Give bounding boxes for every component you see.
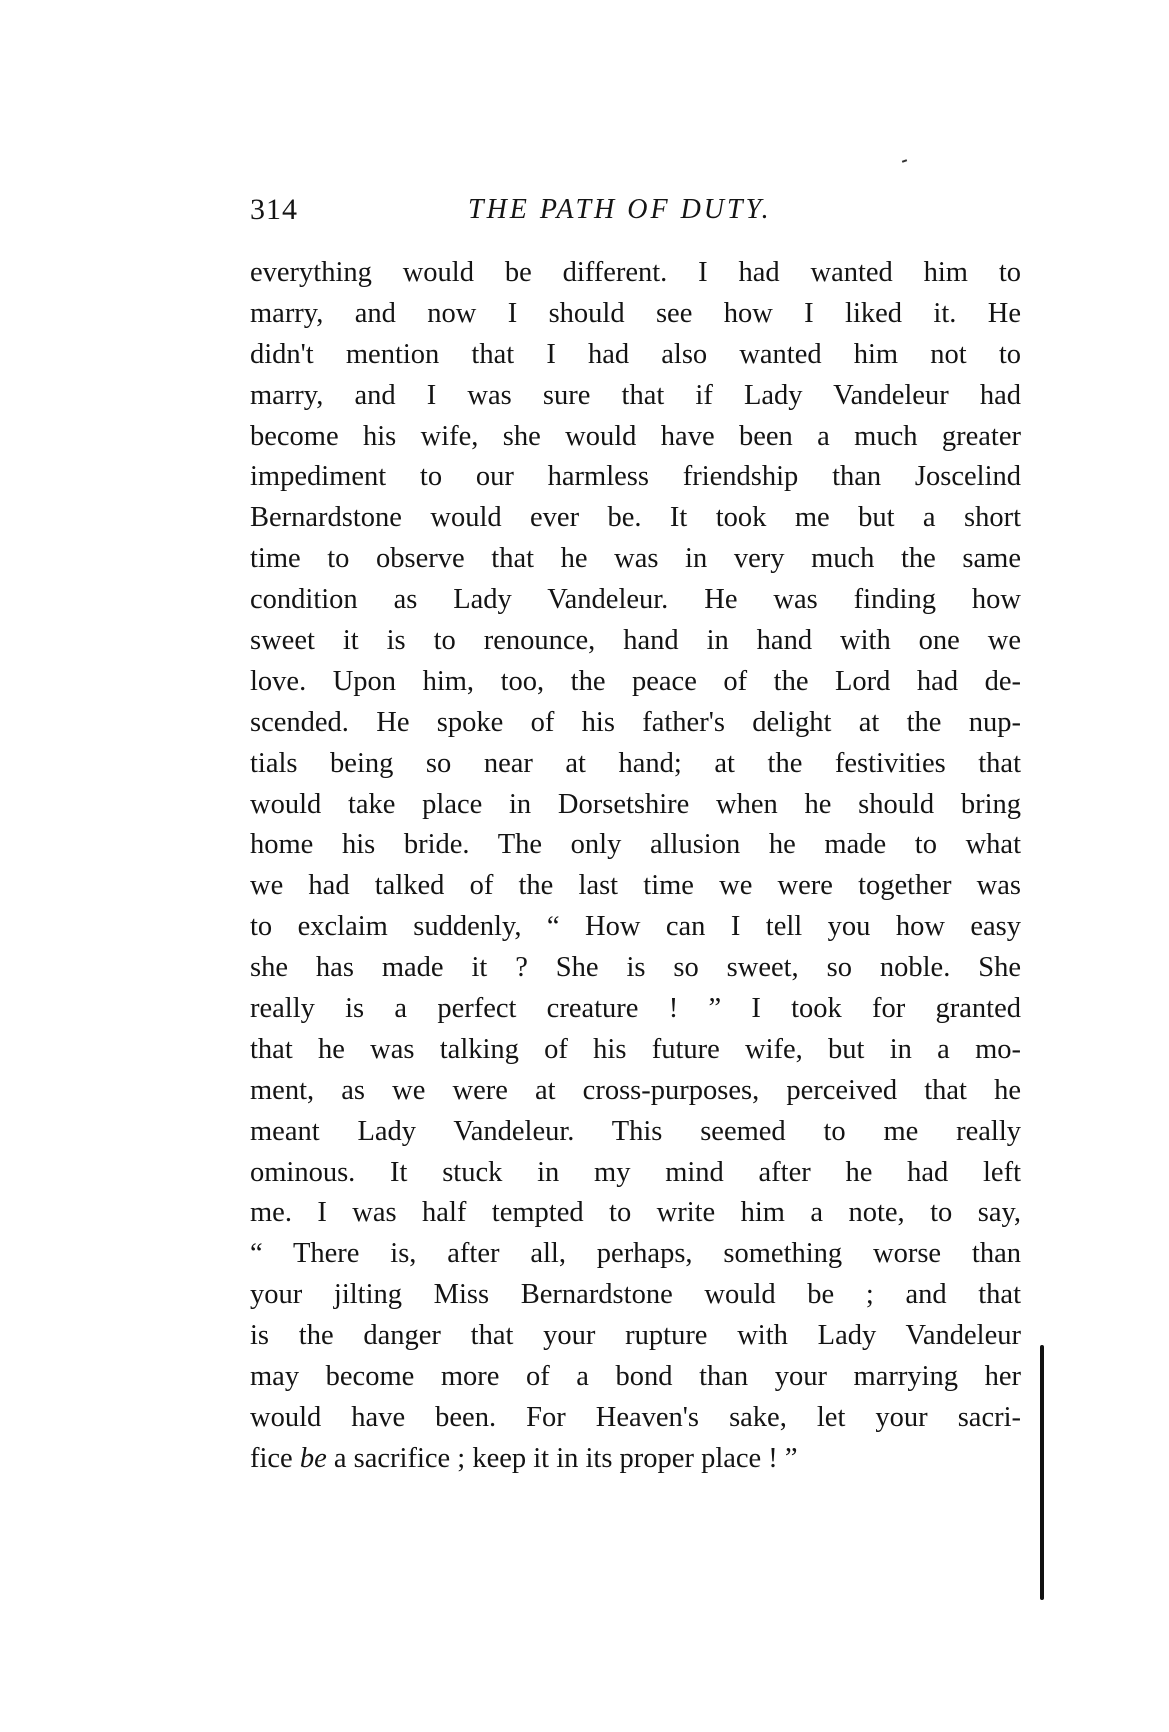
text-line: scended. He spoke of his father's delight at the nup- bbox=[250, 706, 1021, 738]
text-line: marry, and I was sure that if Lady Vandeleur had bbox=[250, 379, 1021, 411]
text-line: home his bride. The only allusion he made to what bbox=[250, 829, 1021, 861]
text-line: everything would be different. I had wanted him to bbox=[250, 257, 1021, 288]
text-line: Bernardstone would ever be. It took me but a short bbox=[250, 502, 1021, 534]
text-line: “ There is, after all, perhaps, something worse than bbox=[250, 1238, 1021, 1270]
text-line: meant Lady Vandeleur. This seemed to me really bbox=[250, 1115, 1021, 1147]
text-line: time to observe that he was in very much the same bbox=[250, 543, 1021, 575]
text-line: ominous. It stuck in my mind after he had left bbox=[250, 1156, 1021, 1188]
text-line: is the danger that your rupture with Lady Vandeleur bbox=[250, 1320, 1021, 1352]
text-line: love. Upon him, too, the peace of the Lord had de- bbox=[250, 665, 1021, 697]
italic-word: be bbox=[299, 1442, 327, 1474]
text-line: marry, and now I should see how I liked it. He bbox=[250, 297, 1021, 329]
print-speck bbox=[902, 159, 907, 163]
body-text bbox=[250, 253, 1021, 1480]
text-line: would take place in Dorsetshire when he should bring bbox=[250, 788, 1021, 820]
page-header bbox=[250, 188, 1020, 232]
text-line: impediment to our harmless friendship than Joscelind bbox=[250, 461, 1021, 493]
text-fragment: fice bbox=[250, 1442, 300, 1474]
text-line: sweet it is to renounce, hand in hand with one we bbox=[250, 625, 1021, 657]
margin-rule bbox=[1040, 1345, 1044, 1600]
text-fragment: a sacrifice ; keep it in its proper place ! ” bbox=[326, 1442, 798, 1474]
text-line: ment, as we were at cross-purposes, perceived that he bbox=[250, 1074, 1021, 1106]
text-line: didn't mention that I had also wanted him not to bbox=[250, 338, 1021, 370]
text-line: we had talked of the last time we were together was bbox=[250, 870, 1021, 902]
text-line: me. I was half tempted to write him a note, to say, bbox=[250, 1197, 1021, 1229]
text-line: that he was talking of his future wife, but in a mo- bbox=[250, 1033, 1021, 1065]
text-line: condition as Lady Vandeleur. He was finding how bbox=[250, 584, 1021, 616]
text-line: really is a perfect creature ! ” I took for granted bbox=[250, 993, 1021, 1025]
page-number: 314 bbox=[250, 193, 298, 226]
text-line: tials being so near at hand; at the festivities that bbox=[250, 747, 1021, 779]
text-line-last bbox=[250, 1439, 1021, 1480]
text-line: may become more of a bond than your marrying her bbox=[250, 1361, 1021, 1393]
text-line: become his wife, she would have been a much greater bbox=[250, 420, 1021, 452]
text-line: to exclaim suddenly, “ How can I tell you how easy bbox=[250, 911, 1021, 943]
running-title: THE PATH OF DUTY. bbox=[468, 194, 772, 225]
text-line: she has made it ? She is so sweet, so noble. She bbox=[250, 952, 1021, 984]
text-line: would have been. For Heaven's sake, let your sacri- bbox=[250, 1401, 1021, 1433]
text-line: your jilting Miss Bernardstone would be ; and that bbox=[250, 1279, 1021, 1311]
